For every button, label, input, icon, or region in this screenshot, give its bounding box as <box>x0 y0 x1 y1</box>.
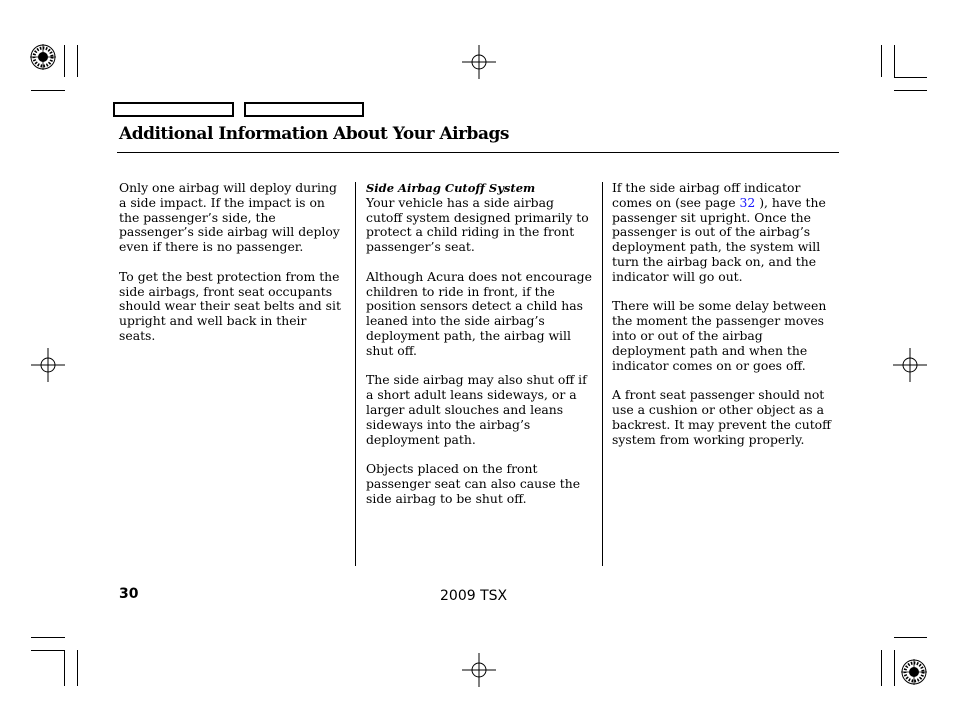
column-1 <box>119 181 345 359</box>
crop-mark <box>77 650 78 686</box>
registration-target-icon <box>462 653 496 687</box>
crop-mark <box>64 650 65 686</box>
paragraph: To get the best protection from the side airbags, front seat occupants should wear their seat belts and sit upright and well back in their seats. <box>119 268 341 343</box>
crop-mark <box>881 45 882 77</box>
starburst-mark-icon <box>30 44 56 70</box>
paragraph-text: If the side airbag off indicator comes on (see page <box>612 180 801 210</box>
paragraph: A front seat passenger should not use a cushion or other object as a backrest. It may prevent the cutoff system from working properly. <box>612 387 831 447</box>
column-divider <box>602 182 603 566</box>
crop-mark <box>894 637 927 638</box>
paragraph: Although Acura does not encourage children to ride in front, if the position sensors detect a child has leaned into the side airbag’s deployment path, the airbag will shut off. <box>366 268 592 358</box>
column-2 <box>366 181 592 521</box>
title-rule <box>117 152 839 153</box>
column-3 <box>612 181 838 462</box>
paragraph: There will be some delay between the moment the passenger moves into or out of the airbag deployment path and when the indicator comes on or goes off. <box>612 298 827 373</box>
registration-target-icon <box>462 45 496 79</box>
paragraph-text: ), have the passenger sit upright. Once the passenger is out of the airbag’s deployment path, the system will turn the airbag back on, and the indicator will go out. <box>612 194 826 284</box>
crop-mark <box>31 650 65 651</box>
registration-target-icon <box>31 348 65 382</box>
page-number: 30 <box>119 586 139 602</box>
paragraph <box>612 181 838 285</box>
page-title: Additional Information About Your Airbags <box>119 124 509 144</box>
registration-target-icon <box>893 348 927 382</box>
paragraph: Your vehicle has a side airbag cutoff system designed primarily to protect a child riding in the front passenger’s seat. <box>366 194 589 255</box>
crop-mark <box>77 45 78 77</box>
crop-mark <box>894 90 927 91</box>
paragraph: Objects placed on the front passenger seat can also cause the side airbag to be shut off. <box>366 461 581 506</box>
crop-mark <box>881 650 882 686</box>
crop-mark <box>31 637 65 638</box>
header-tab-box <box>244 102 364 117</box>
crop-mark <box>894 650 895 686</box>
page-reference-link[interactable]: 32 <box>739 194 756 210</box>
section-subheading: Side Airbag Cutoff System <box>366 181 536 195</box>
crop-mark <box>894 77 927 78</box>
paragraph: The side airbag may also shut off if a short adult leans sideways, or a larger adult slouches and leans sideways into the airbag’s deployment path. <box>366 372 587 447</box>
header-tab-box <box>113 102 234 117</box>
crop-mark <box>31 90 65 91</box>
crop-mark <box>64 45 65 77</box>
paragraph: Only one airbag will deploy during a side impact. If the impact is on the passenger’s side, the passenger’s side airbag will deploy even if there is no passenger. <box>119 180 340 255</box>
starburst-mark-icon <box>901 659 927 685</box>
model-label: 2009 TSX <box>440 588 508 604</box>
column-divider <box>355 182 356 566</box>
crop-mark <box>894 45 895 77</box>
